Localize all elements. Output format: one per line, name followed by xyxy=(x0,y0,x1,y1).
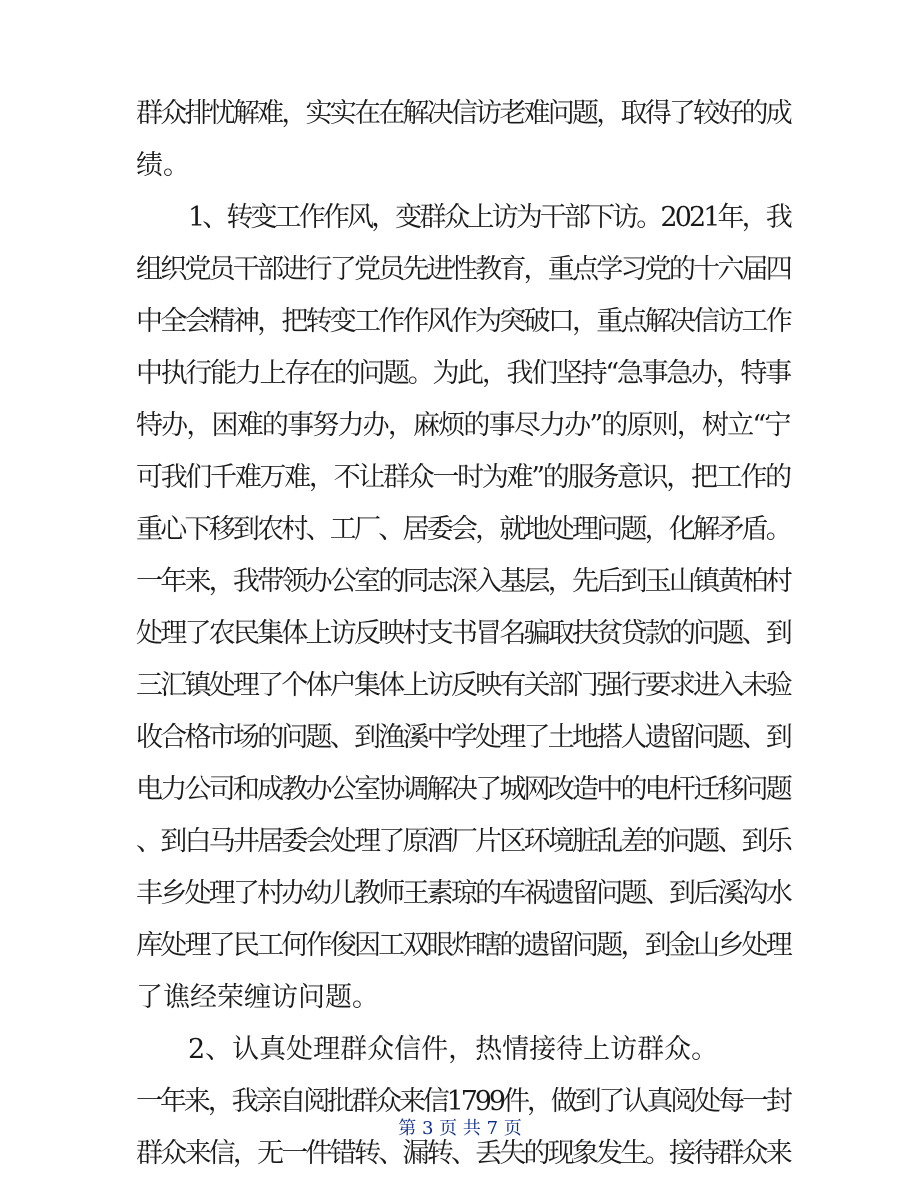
text-line: 2、认真处理群众信件，热情接待上访群众。 xyxy=(188,1034,719,1065)
text-line: 收合格市场的问题、到渔溪中学处理了土地搭人遗留问题、到 xyxy=(136,722,790,753)
text-line: 中执行能力上存在的问题。为此，我们坚持“急事急办，特事 xyxy=(136,358,790,389)
text-line: 、到白马井居委会处理了原酒厂片区环境脏乱差的问题、到乐 xyxy=(136,826,790,857)
page-number-footer: 第 3 页 共 7 页 xyxy=(398,1118,522,1139)
text-line: 中全会精神，把转变工作作风作为突破口，重点解决信访工作 xyxy=(136,306,790,337)
text-line: 组织党员干部进行了党员先进性教育，重点学习党的十六届四 xyxy=(136,254,790,285)
text-line: 库处理了民工何作俊因工双眼炸瞎的遗留问题，到金山乡处理 xyxy=(136,930,790,961)
text-line: 处理了农民集体上访反映村支书冒名骗取扶贫贷款的问题、到 xyxy=(136,618,790,649)
text-line: 群众来信，无一件错转、漏转、丢失的现象发生。接待群众来 xyxy=(136,1138,790,1169)
text-line: 1、转变工作作风，变群众上访为干部下访。2021年，我 xyxy=(188,202,790,233)
text-line: 了谯经荣缠访问题。 xyxy=(136,982,379,1013)
text-line: 群众排忧解难，实实在在解决信访老难问题，取得了较好的成 xyxy=(136,98,790,129)
text-line: 一年来，我带领办公室的同志深入基层，先后到玉山镇黄柏村 xyxy=(136,566,790,597)
text-line: 三汇镇处理了个体户集体上访反映有关部门强行要求进入未验 xyxy=(136,670,790,701)
text-line: 重心下移到农村、工厂、居委会，就地处理问题，化解矛盾。 xyxy=(136,514,790,545)
text-line: 丰乡处理了村办幼儿教师王素琼的车祸遗留问题、到后溪沟水 xyxy=(136,878,790,909)
text-line: 电力公司和成教办公室协调解决了城网改造中的电杆迁移问题 xyxy=(136,774,790,805)
text-line: 绩。 xyxy=(136,150,190,181)
text-line: 一年来，我亲自阅批群众来信1799件，做到了认真阅处每一封 xyxy=(136,1086,790,1117)
text-line: 特办，困难的事努力办，麻烦的事尽力办”的原则，树立“宁 xyxy=(136,410,790,441)
text-line: 可我们千难万难，不让群众一时为难”的服务意识，把工作的 xyxy=(136,462,790,493)
